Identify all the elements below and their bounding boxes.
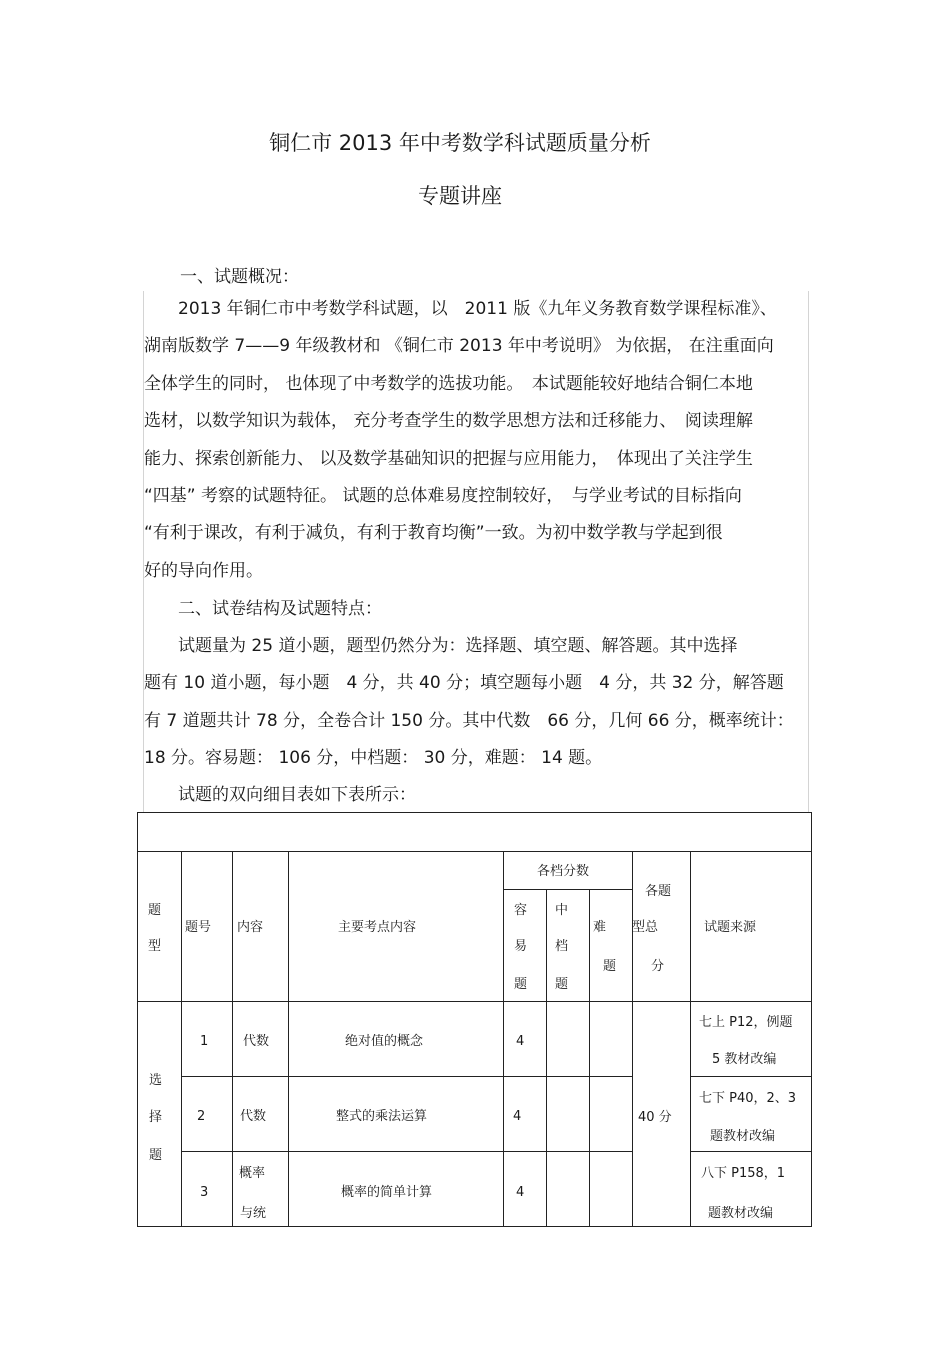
paragraph-line: 选材，以数学知识为载体， 充分考查学生的数学思想方法和迁移能力、 阅读理解: [144, 411, 753, 431]
header-hard-char: 题: [603, 959, 617, 974]
header-easy-char: 题: [514, 977, 528, 992]
paragraph-line: 试题的双向细目表如下表所示：: [178, 785, 416, 805]
paragraph-line: 2013 年铜仁市中考数学科试题，以 2011 版《九年义务教育数学课程标准》、: [178, 299, 777, 319]
row-easy: 4: [516, 1034, 525, 1049]
row-source: 题教材改编: [710, 1129, 776, 1144]
header-type-cell: [137, 851, 182, 1002]
hard-cell: [589, 1076, 633, 1152]
section2-heading: 二、试卷结构及试题特点：: [178, 599, 382, 619]
paragraph-line: 有 7 道题共计 78 分，全卷合计 150 分。其中代数 66 分，几何 66 分，概率统计：: [144, 711, 794, 731]
row-source: 七上 P12，例题: [699, 1015, 793, 1030]
row-source: 七下 P40，2、3: [699, 1091, 797, 1106]
paragraph-line: “四基” 考察的试题特征。 试题的总体难易度控制较好， 与学业考试的目标指向: [144, 486, 742, 506]
title-line-2: 专题讲座: [418, 184, 502, 208]
row-point: 整式的乘法运算: [336, 1109, 428, 1124]
header-medium-char: 题: [555, 977, 569, 992]
easy-cell: [503, 1001, 547, 1077]
header-source: 试题来源: [704, 920, 757, 935]
paragraph-line: “有利于课改，有利于减负，有利于教育均衡”一致。为初中数学教与学起到很: [144, 523, 723, 543]
header-hard-cell: [589, 889, 633, 1002]
row-easy: 4: [516, 1185, 525, 1200]
hard-cell: [589, 1001, 633, 1077]
header-easy-char: 易: [514, 939, 528, 954]
header-medium-char: 档: [555, 939, 569, 954]
header-medium-char: 中: [555, 903, 569, 918]
header-hard-char: 难: [593, 920, 607, 935]
medium-cell: [546, 1001, 590, 1077]
medium-cell: [546, 1151, 590, 1227]
table-caption-row: [137, 812, 812, 852]
row-point: 绝对值的概念: [345, 1034, 424, 1049]
header-type-total-char: 型总: [632, 920, 659, 935]
header-number: 题号: [185, 920, 212, 935]
paragraph-line: 好的导向作用。: [144, 561, 263, 581]
table-row: [181, 1076, 233, 1152]
type-total: 40 分: [638, 1110, 672, 1125]
row-content: 概率: [239, 1166, 266, 1181]
row-content: 代数: [243, 1034, 270, 1049]
row-number: 1: [200, 1034, 209, 1049]
row-source: 八下 P158，1: [701, 1166, 786, 1181]
paragraph-line: 题有 10 道小题，每小题 4 分，共 40 分；填空题每小题 4 分，共 32 分，解答题: [144, 673, 784, 693]
row-source: 题教材改编: [708, 1206, 774, 1221]
paragraph-line: 能力、探索创新能力、 以及数学基础知识的把握与应用能力， 体现出了关注学生: [144, 449, 753, 469]
paragraph-line: 试题量为 25 道小题，题型仍然分为：选择题、填空题、解答题。其中选择: [178, 636, 738, 656]
header-type-char: 型: [148, 939, 162, 954]
paragraph-line: 全体学生的同时， 也体现了中考数学的选拔功能。 本试题能较好地结合铜仁本地: [144, 374, 753, 394]
type-char: 择: [149, 1110, 163, 1125]
header-type-total-char: 分: [651, 959, 665, 974]
easy-cell: [503, 1151, 547, 1227]
row-easy: 4: [513, 1109, 522, 1124]
header-type-char: 题: [148, 903, 162, 918]
header-type-total-char: 各题: [645, 884, 672, 899]
row-number: 3: [200, 1185, 209, 1200]
paragraph-line: 18 分。容易题： 106 分，中档题： 30 分，难题： 14 题。: [144, 748, 603, 768]
row-number: 2: [197, 1109, 206, 1124]
title-line-1: 铜仁市 2013 年中考数学科试题质量分析: [269, 131, 651, 155]
header-main-points: 主要考点内容: [338, 920, 417, 935]
paragraph-line: 湖南版数学 7——9 年级教材和 《铜仁市 2013 年中考说明》 为依据， 在注重面向: [144, 336, 774, 356]
type-char: 题: [149, 1148, 163, 1163]
header-content: 内容: [237, 920, 264, 935]
type-char: 选: [149, 1073, 163, 1088]
row-content: 代数: [240, 1109, 267, 1124]
header-easy-char: 容: [514, 903, 528, 918]
section1-heading: 一、试题概况：: [180, 267, 299, 287]
medium-cell: [546, 1076, 590, 1152]
header-score-group: 各档分数: [537, 864, 590, 879]
easy-cell: [503, 1076, 547, 1152]
row-source: 5 教材改编: [712, 1052, 777, 1067]
row-content: 与统: [240, 1206, 267, 1221]
hard-cell: [589, 1151, 633, 1227]
row-point: 概率的简单计算: [341, 1185, 433, 1200]
